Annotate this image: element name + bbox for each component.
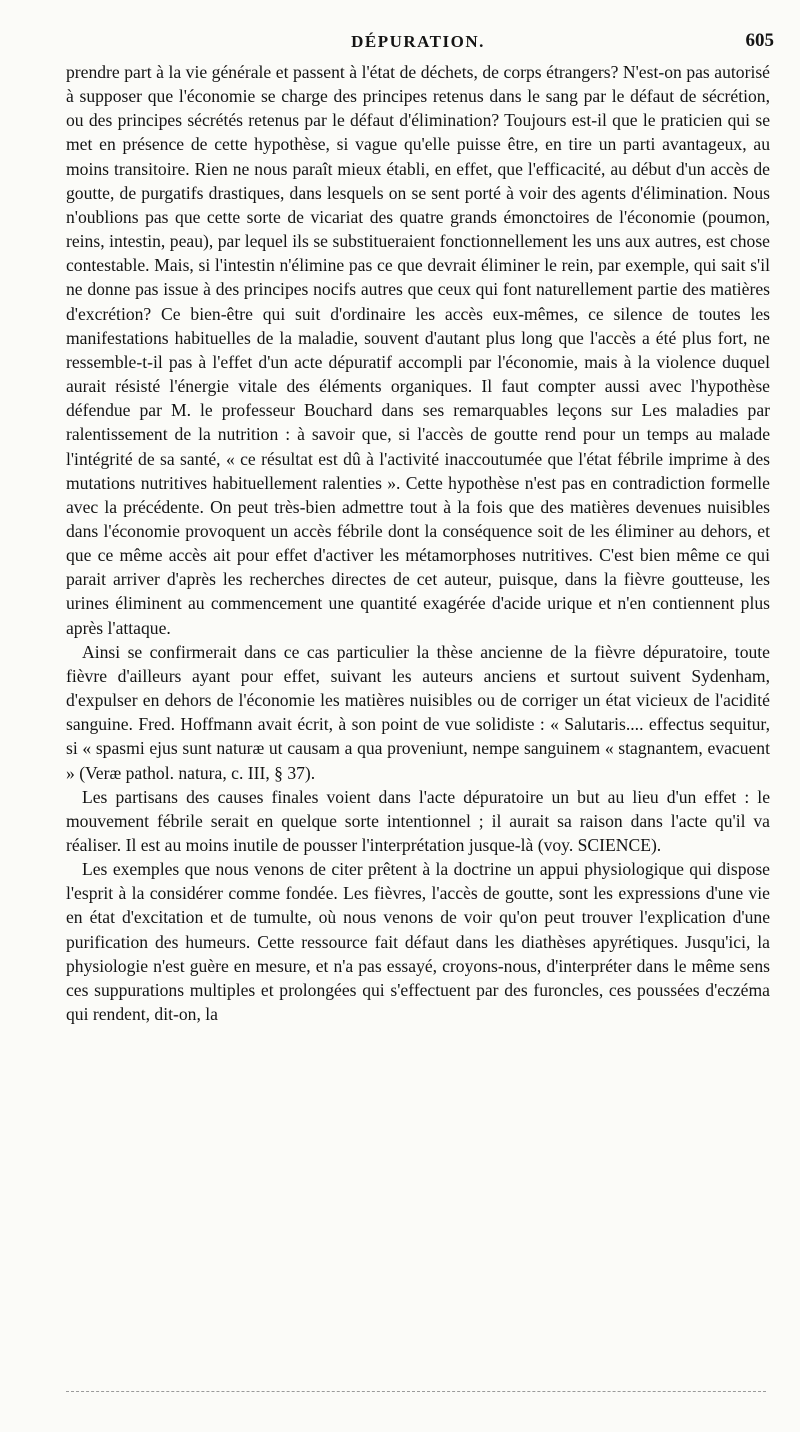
paragraph: Les exemples que nous venons de citer prêtent à la doctrine un appui physiologique qui dispose l'esprit à la considérer comme fondée. Les fièvres, l'accès de goutte, sont les expressions d'une vie en état d'excitation et de tumulte, où nous venons de voir qu'on peut trouver l'explication d'une purification des humeurs. Cette ressource fait défaut dans les diathèses apyrétiques. Jusqu'ici, la physiologie n'est guère en mesure, et n'a pas essayé, croyons-nous, d'interpréter dans le même sens ces suppurations multiples et prolongées qui s'effectuent par des furoncles, ces poussées d'eczéma qui rendent, dit-on, la <box>66 859 770 1025</box>
page-number: 605 <box>745 30 774 51</box>
body-text <box>66 60 770 1026</box>
footer-rule <box>66 1391 766 1392</box>
paragraph: Ainsi se confirmerait dans ce cas particulier la thèse ancienne de la fièvre dépuratoire, toute fièvre d'ailleurs ayant pour effet, suivant les auteurs anciens et surtout suivent Sydenham, d'expulser en dehors de l'économie les matières nuisibles ou de corriger un état vicieux de l'acidité sanguine. Fred. Hoffmann avait écrit, à son point de vue solidiste : « Salutaris.... effectus sequitur, si « spasmi ejus sunt naturæ ut causam a qua proveniunt, nempe sanguinem « stagnantem, evacuent » (Veræ pathol. natura, c. III, § 37). <box>66 641 770 783</box>
paragraph: Les partisans des causes finales voient dans l'acte dépuratoire un but au lieu d'un effet : le mouvement fébrile serait en quelque sorte intentionnel ; il aurait sa raison dans l'acte qu'il va réaliser. Il est au moins inutile de pousser l'interprétation jusque-là (voy. SCIENCE). <box>66 786 770 855</box>
running-head: DÉPURATION. <box>351 32 485 51</box>
page-header <box>66 30 774 60</box>
document-page <box>66 30 774 1026</box>
paragraph: prendre part à la vie générale et passent à l'état de déchets, de corps étrangers? N'est-on pas autorisé à supposer que l'économie se charge des principes retenus dans le sang par le défaut de sécrétion, ou des principes sécrétés retenus par le défaut d'élimination? Toujours est-il que le praticien qui se met en présence de cette hypothèse, si vague qu'elle puisse être, en tire un parti avantageux, au moins transitoire. Rien ne nous paraît mieux établi, en effet, que l'efficacité, au début d'un accès de goutte, de purgatifs drastiques, dans lesquels on se sent porté à voir des agents d'élimination. Nous n'oublions pas que cette sorte de vicariat des quatre grands émonctoires de l'économie (poumon, reins, intestin, peau), par lequel ils se substitueraient fonctionnellement les uns aux autres, est chose contestable. Mais, si l'intestin n'élimine pas ce que devrait éliminer le rein, par exemple, qui sait s'il ne donne pas issue à des principes nocifs autres que ceux qui font naturellement partie des matières d'excrétion? Ce bien-être qui suit d'ordinaire les accès eux-mêmes, ce silence de toutes les manifestations habituelles de la maladie, souvent d'autant plus long que l'accès a été plus fort, ne ressemble-t-il pas à l'effet d'un acte dépuratif accompli par l'économie, mais à la violence duquel aurait résisté l'énergie vitale des éléments organiques. Il faut compter aussi avec l'hypothèse défendue par M. le professeur Bouchard dans ses remarquables leçons sur Les maladies par ralentissement de la nutrition : à savoir que, si l'accès de goutte rend pour un temps au malade l'intégrité de sa santé, « ce résultat est dû à l'activité inaccoutumée que l'état fébrile imprime à des mutations nutritives habituellement ralenties ». Cette hypothèse n'est pas en contradiction formelle avec la précédente. On peut très-bien admettre tout à la fois que des matières devenues nuisibles dans l'économie provoquent un accès fébrile dont la conséquence soit de les éliminer au dehors, et que ce même accès ait pour effet d'activer les métamorphoses nutritives. C'est bien même ce qui parait arriver d'après les recherches directes de cet auteur, puisque, dans la fièvre goutteuse, les urines éliminent au commencement une quantité exagérée d'acide urique et n'en contiennent plus après l'attaque. <box>66 62 770 638</box>
